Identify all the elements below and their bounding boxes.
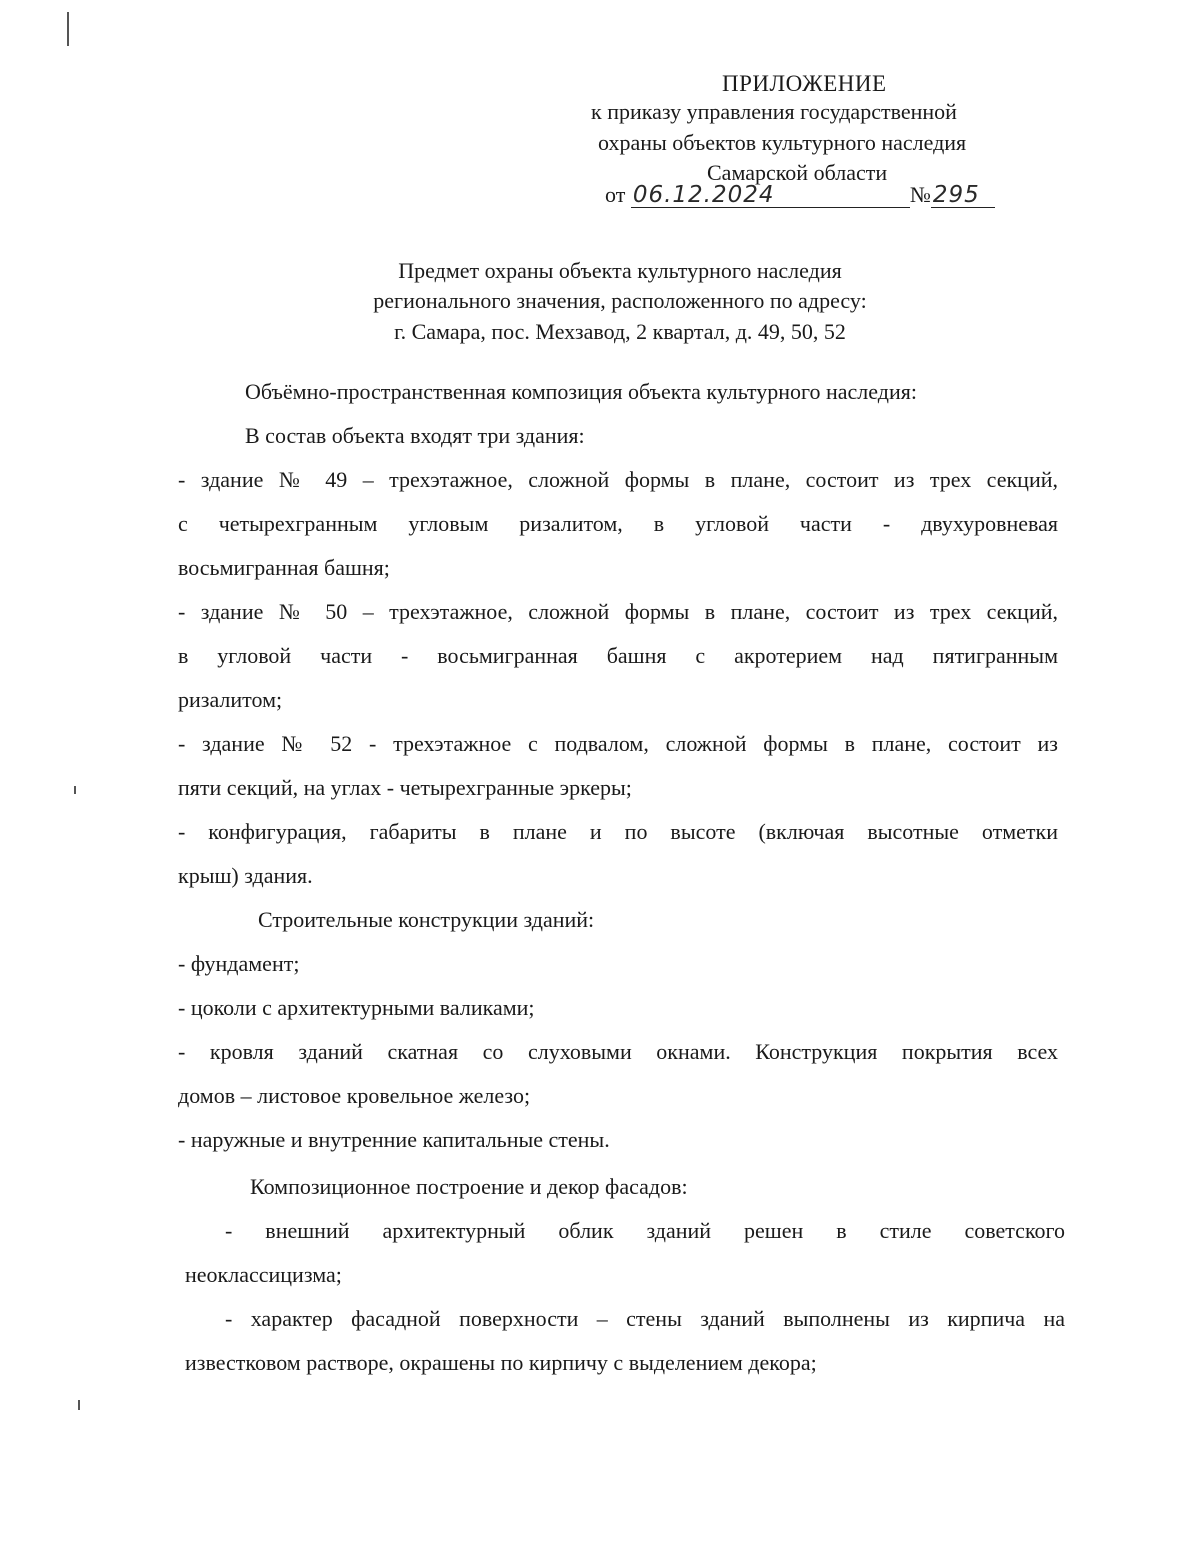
appendix-line-1: к приказу управления государственной xyxy=(591,99,957,124)
scan-mark xyxy=(78,1400,80,1410)
doc-title-line-2: регионального значения, расположенного по адресу: xyxy=(373,288,867,313)
list-item-line: известковом растворе, окрашены по кирпичу с выделением декора; xyxy=(185,1350,817,1375)
list-item-line: - цоколи с архитектурными валиками; xyxy=(178,995,535,1020)
handwritten-date: 06.12.2024 xyxy=(632,182,775,208)
scan-mark xyxy=(74,786,76,794)
doc-title-line-3: г. Самара, пос. Мехзавод, 2 квартал, д. 49, 50, 52 xyxy=(394,319,846,344)
number-field xyxy=(931,183,995,208)
order-date-line xyxy=(605,181,995,209)
list-item-line: - здание № 52 - трехэтажное с подвалом, сложной формы в плане, состоит из xyxy=(178,731,1058,756)
list-item-line: неоклассицизма; xyxy=(185,1262,342,1287)
date-prefix: от xyxy=(605,182,626,207)
list-item-line: ризалитом; xyxy=(178,687,283,712)
list-item-line: пяти секций, на углах - четырехгранные эркеры; xyxy=(178,775,632,800)
number-prefix: № xyxy=(909,182,931,207)
appendix-line-3: Самарской области xyxy=(707,160,888,185)
appendix-line-2: охраны объектов культурного наследия xyxy=(598,130,967,155)
scan-mark xyxy=(67,12,69,46)
doc-title-line-1: Предмет охраны объекта культурного наследия xyxy=(398,258,842,283)
list-item-line: крыш) здания. xyxy=(178,863,313,888)
list-item-line: - наружные и внутренние капитальные стены. xyxy=(178,1127,610,1152)
list-item-line: - конфигурация, габариты в плане и по высоте (включая высотные отметки xyxy=(178,819,1058,844)
section-heading: Объёмно-пространственная композиция объекта культурного наследия: xyxy=(245,379,917,404)
list-item-line: восьмигранная башня; xyxy=(178,555,390,580)
list-item-line: с четырехгранным угловым ризалитом, в угловой части - двухуровневая xyxy=(178,511,1058,536)
list-item-line: - здание № 50 – трехэтажное, сложной формы в плане, состоит из трех секций, xyxy=(178,599,1058,624)
section-heading: Композиционное построение и декор фасадов: xyxy=(250,1174,688,1199)
list-item-line: - характер фасадной поверхности – стены зданий выполнены из кирпича на xyxy=(225,1306,1065,1331)
list-item-line: - кровля зданий скатная со слуховыми окнами. Конструкция покрытия всех xyxy=(178,1039,1058,1064)
date-field xyxy=(631,183,910,208)
section-heading: Строительные конструкции зданий: xyxy=(258,907,595,932)
section-intro: В состав объекта входят три здания: xyxy=(245,423,585,448)
list-item-line: домов – листовое кровельное железо; xyxy=(178,1083,531,1108)
appendix-title: ПРИЛОЖЕНИЕ xyxy=(722,71,887,96)
handwritten-number: 295 xyxy=(932,182,980,208)
list-item-line: в угловой части - восьмигранная башня с акротерием над пятигранным xyxy=(178,643,1058,668)
list-item-line: - внешний архитектурный облик зданий решен в стиле советского xyxy=(225,1218,1065,1243)
list-item-line: - здание № 49 – трехэтажное, сложной формы в плане, состоит из трех секций, xyxy=(178,467,1058,492)
list-item-line: - фундамент; xyxy=(178,951,300,976)
